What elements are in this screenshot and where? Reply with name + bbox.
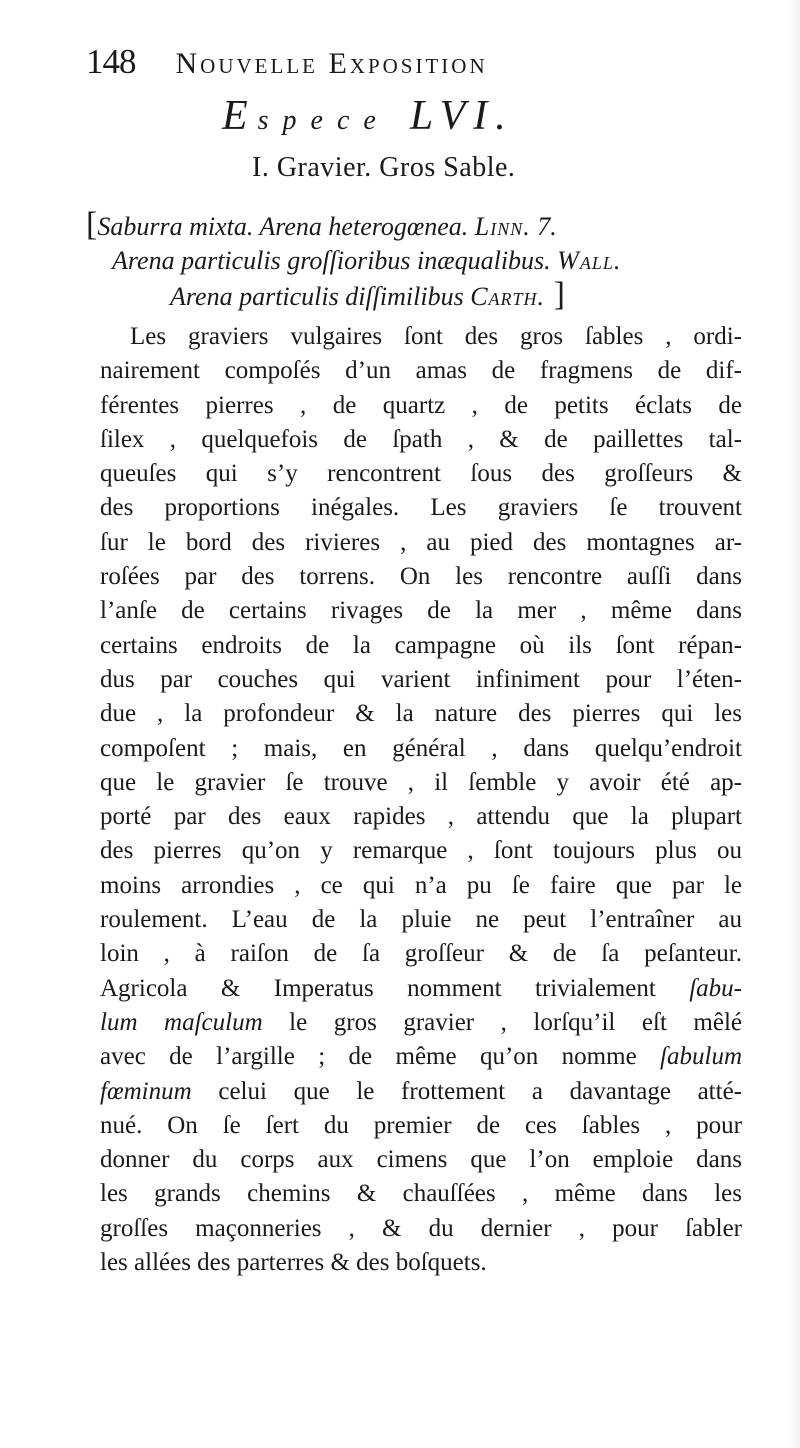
page-scan-edge [786, 0, 800, 1448]
synonym-line [86, 208, 766, 244]
body-line: dus par couches qui varient infiniment pour l’éten- [100, 665, 742, 693]
synonym-author: Linn. [474, 212, 531, 241]
synonym-line [112, 244, 766, 278]
species-numeral: LVI. [409, 93, 514, 139]
body-line: compoſent ; mais, en général , dans quelqu’endroit [100, 734, 742, 762]
body-line: des proportions inégales. Les graviers ſe trouvent [100, 494, 742, 522]
synonym-text: Arena particulis diſſimilibus [170, 282, 471, 311]
body-line: queuſes qui s’y rencontrent ſous des groſſeurs & [100, 460, 742, 488]
body-line: ſilex , quelquefois de ſpath , & de paillettes tal- [100, 425, 742, 453]
species-word-rest: spece [257, 105, 390, 136]
body-line: Les graviers vulgaires ſont des gros ſables , ordi- [130, 323, 742, 350]
body-line: nué. On ſe ſert du premier de ces ſables , pour [100, 1111, 742, 1139]
italic-term: lum maſculum [100, 1008, 263, 1036]
body-line [100, 1040, 742, 1074]
body-line: roulement. L’eau de la pluie ne peut l’entraîner au [100, 906, 742, 934]
body-text-segment: avec de l’argille ; de même qu’on nomme [100, 1043, 661, 1071]
body-line [100, 1075, 742, 1109]
body-text-segment: Agricola & Imperatus nomment trivialement [100, 974, 690, 1002]
open-bracket: [ [86, 206, 98, 243]
synonymy-block [86, 208, 766, 314]
body-text-segment: celui que le frottement a davantage atté- [191, 1077, 742, 1105]
body-line: des pierres qu’on y remarque , ſont toujours plus ou [100, 837, 742, 865]
italic-term: ſabu- [689, 974, 742, 1002]
body-line [100, 1006, 742, 1040]
body-line: férentes pierres , de quartz , de petits éclats de [100, 391, 742, 419]
body-line: donner du corps aux cimens que l’on emploie dans [100, 1146, 742, 1174]
body-line [100, 972, 742, 1006]
running-title: Nouvelle Exposition [175, 47, 488, 80]
species-title [222, 92, 582, 140]
body-line: roſées par des torrens. On les rencontre auſſi dans [100, 563, 742, 591]
body-line: loin , à raiſon de ſa groſſeur & de ſa peſanteur. [100, 940, 742, 968]
species-initial: E [222, 93, 258, 139]
body-line: les allées des parterres & des boſquets. [100, 1249, 487, 1277]
running-head [86, 42, 646, 92]
synonym-line [170, 278, 766, 314]
body-line: moins arrondies , ce qui n’a pu ſe faire que par le [100, 871, 742, 899]
body-line: les grands chemins & chauſſées , même dans les [100, 1180, 742, 1208]
synonym-text: Saburra mixta. Arena heterogœnea. [97, 212, 475, 241]
italic-term: fœminum [100, 1077, 192, 1105]
body-line: groſſes maçonneries , & du dernier , pour ſabler [100, 1214, 742, 1242]
body-line: que le gravier ſe trouve , il ſemble y avoir été ap- [100, 768, 742, 796]
body-line: nairement compoſés d’un amas de fragmens de dif- [100, 357, 742, 385]
synonym-text: Arena particulis groſſioribus inæqualibus. [112, 246, 558, 275]
body-line: porté par des eaux rapides , attendu que la plupart [100, 803, 742, 831]
synonym-reference: 7. [530, 212, 557, 241]
body-line: ſur le bord des rivieres , au pied des montagnes ar- [100, 528, 742, 556]
synonym-author: Wall. [557, 246, 622, 275]
page-number: 148 [86, 42, 136, 81]
synonym-author: Carth. [470, 282, 546, 311]
close-bracket: ] [545, 276, 565, 313]
body-line: l’anſe de certains rivages de la mer , même dans [100, 597, 742, 625]
italic-term: ſabulum [660, 1043, 742, 1071]
body-text-segment: le gros gravier , lorſqu’il eſt mêlé [262, 1008, 742, 1036]
body-paragraph [100, 320, 742, 1280]
body-line: certains endroits de la campagne où ils ſont répan- [100, 631, 742, 659]
entry-heading: I. Gravier. Gros Sable. [252, 152, 516, 183]
body-line: due , la profondeur & la nature des pierres qui les [100, 700, 742, 728]
